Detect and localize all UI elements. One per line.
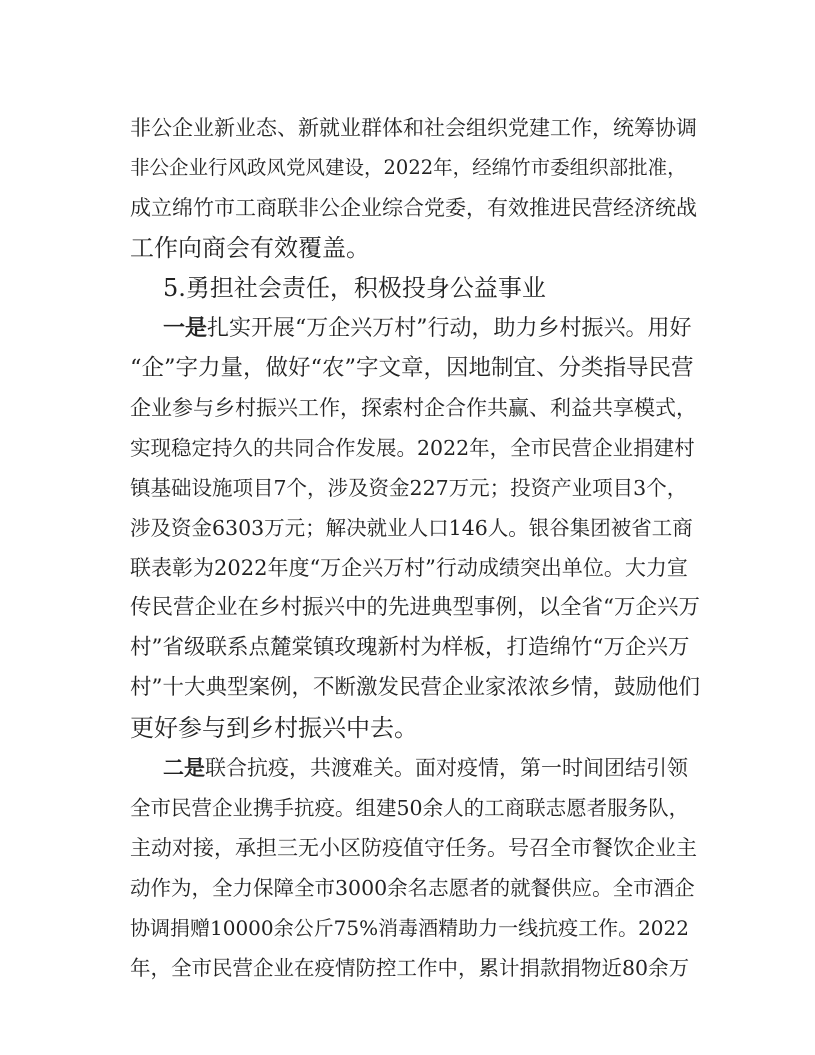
paragraph-line: 涉及资金6303万元；解决就业人口146人。银谷集团被省工商 <box>130 516 693 540</box>
paragraph-line: 村”十大典型案例，不断激发民营企业家浓浓乡情，鼓励他们 <box>130 675 700 700</box>
paragraph-line: 村”省级联系点麓棠镇玫瑰新村为样板，打造绵竹“万企兴万 <box>130 635 690 660</box>
paragraph-first-line <box>163 313 692 343</box>
paragraph-line: 更好参与到乡村振兴中去。 <box>130 714 418 742</box>
paragraph-line: 动作为，全力保障全市3000余名志愿者的就餐供应。全市酒企 <box>130 876 695 900</box>
section-heading: 5.勇担社会责任，积极投身公益事业 <box>163 274 546 302</box>
paragraph-text: 联合抗疫，共渡难关。面对疫情，第一时间团结引领 <box>205 756 688 780</box>
paragraph-lead: 二是 <box>163 755 205 780</box>
paragraph-line: 非公企业行风政风党风建设，2022年，经绵竹市委组织部批准， <box>130 156 687 179</box>
paragraph-lead: 一是 <box>163 315 208 341</box>
paragraph-line: 协调捐赠10000余公斤75%消毒酒精助力一线抗疫工作。2022 <box>130 916 689 940</box>
paragraph-first-line <box>163 753 688 783</box>
paragraph-line: 联表彰为2022年度“万企兴万村”行动成绩突出单位。大力宣 <box>130 556 688 580</box>
paragraph-line: 企业参与乡村振兴工作，探索村企合作共赢、利益共享模式， <box>130 396 697 420</box>
paragraph-line: 年，全市民营企业在疫情防控工作中，累计捐款捐物近80余万 <box>130 956 690 980</box>
paragraph-line: 主动对接，承担三无小区防疫值守任务。号召全市餐饮企业主 <box>130 836 697 860</box>
paragraph-line: 工作向商会有效覆盖。 <box>130 234 370 262</box>
paragraph-line: 镇基础设施项目7个，涉及资金227万元；投资产业项目3个， <box>130 476 688 500</box>
paragraph-line: “企”字力量，做好“农”字文章，因地制宜、分类指导民营 <box>130 355 694 381</box>
paragraph-line: 全市民营企业携手抗疫。组建50余人的工商联志愿者服务队， <box>130 796 690 820</box>
paragraph-line: 实现稳定持久的共同合作发展。2022年，全市民营企业捐建村 <box>130 436 695 460</box>
paragraph-line: 传民营企业在乡村振兴中的先进典型事例，以全省“万企兴万 <box>130 595 700 620</box>
paragraph-text: 扎实开展“万企兴万村”行动，助力乡村振兴。用好 <box>207 316 692 341</box>
paragraph-line: 成立绵竹市工商联非公企业综合党委，有效推进民营经济统战 <box>130 196 697 220</box>
paragraph-line: 非公企业新业态、新就业群体和社会组织党建工作，统筹协调 <box>130 116 697 140</box>
